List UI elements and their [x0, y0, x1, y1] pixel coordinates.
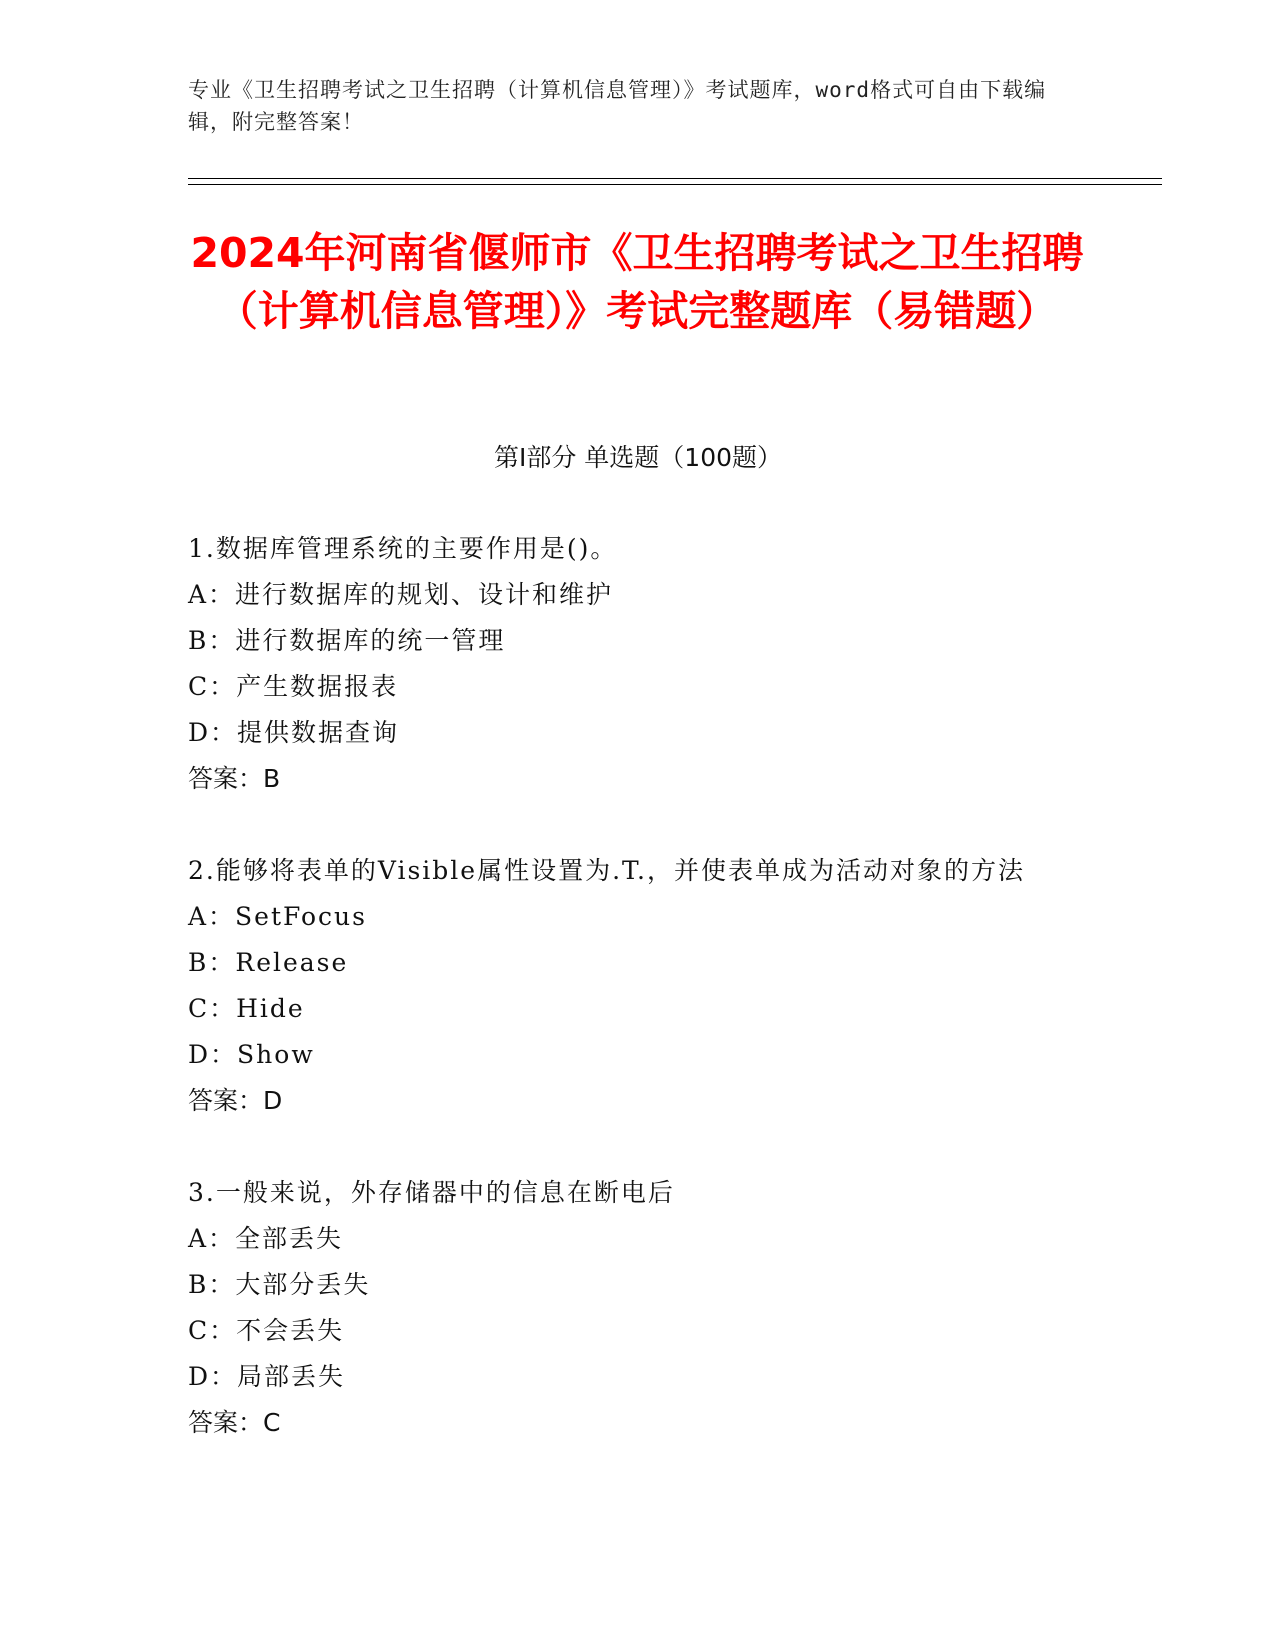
document-title: 2024年河南省偃师市《卫生招聘考试之卫生招聘（计算机信息管理）》考试完整题库（易错题）: [190, 229, 1084, 335]
section-heading: 第I部分 单选题（100题）: [493, 443, 783, 472]
answer: 答案：D: [188, 1086, 283, 1115]
answer: 答案：C: [188, 1408, 281, 1437]
option-b: B：大部分丢失: [188, 1270, 371, 1299]
header-rule-top: [188, 178, 1162, 179]
question-stem: 3.一般来说，外存储器中的信息在断电后: [188, 1178, 675, 1207]
question-stem: 2.能够将表单的Visible属性设置为.T.，并使表单成为活动对象的方法: [188, 856, 1025, 885]
option-a: A：全部丢失: [188, 1224, 344, 1253]
option-c: C：不会丢失: [188, 1316, 345, 1345]
question-stem: 1.数据库管理系统的主要作用是()。: [188, 534, 618, 563]
option-c: C：Hide: [188, 994, 305, 1023]
option-c: C：产生数据报表: [188, 672, 399, 701]
answer: 答案：B: [188, 764, 281, 793]
header-rule-bottom: [188, 184, 1162, 185]
question-list: [188, 526, 1108, 1492]
option-b: B：进行数据库的统一管理: [188, 626, 506, 655]
option-a: A：进行数据库的规划、设计和维护: [188, 580, 614, 609]
option-d: D：Show: [188, 1040, 315, 1069]
option-d: D：局部丢失: [188, 1362, 346, 1391]
option-d: D：提供数据查询: [188, 718, 400, 747]
option-a: A：SetFocus: [188, 902, 367, 931]
question-1: [188, 526, 1108, 802]
header-note: 专业《卫生招聘考试之卫生招聘（计算机信息管理）》考试题库，word格式可自由下载编辑，附完整答案！: [188, 78, 1047, 134]
question-2: [188, 848, 1108, 1124]
question-3: [188, 1170, 1108, 1446]
option-b: B：Release: [188, 948, 349, 977]
